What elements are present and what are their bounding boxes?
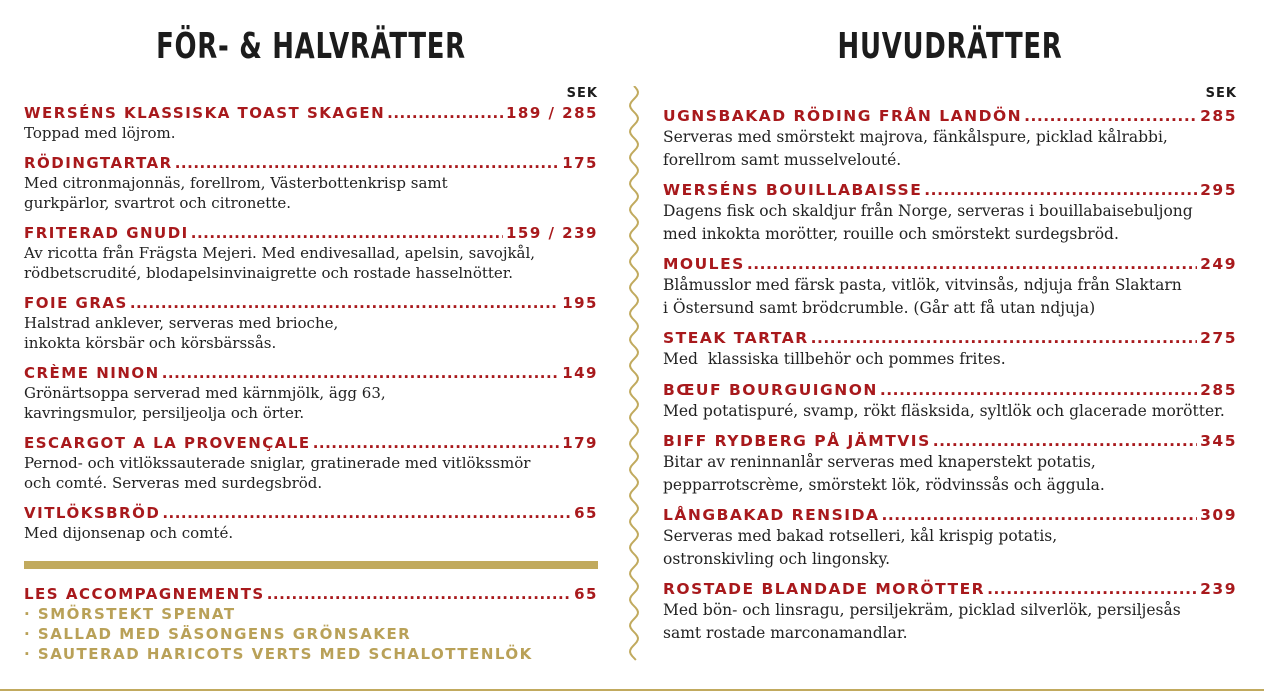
item-desc: Toppad med löjrom. (24, 124, 176, 142)
item-name: WERSÉNS BOUILLABAISSE (663, 181, 923, 199)
item-price: 345 (1200, 432, 1237, 450)
menu-item (663, 431, 1237, 496)
starters-heading: FÖR- & HALVRÄTTER (156, 26, 466, 67)
menu-item (24, 223, 598, 283)
item-name: BIFF RYDBERG PÅ JÄMTVIS (663, 432, 931, 450)
item-name: VITLÖKSBRÖD (24, 504, 161, 522)
item-price: 175 (562, 154, 598, 172)
item-price: 285 (1200, 107, 1237, 125)
item-desc: pepparrotscrème, smörstekt lök, rödvinssås och äggula. (663, 475, 1105, 494)
item-price: 249 (1200, 255, 1237, 273)
item-desc: Av ricotta från Frägsta Mejeri. Med endivesallad, apelsin, savojkål, (24, 244, 536, 262)
accompaniments-section (24, 584, 598, 664)
menu-item (663, 254, 1237, 319)
menu-item (24, 103, 598, 143)
currency-label: SEK (566, 86, 598, 101)
starters-list (24, 103, 598, 553)
item-desc: inkokta körsbär och körsbärssås. (24, 334, 277, 352)
item-desc: Halstrad anklever, serveras med brioche, (24, 314, 339, 332)
menu-item (24, 293, 598, 353)
item-price: 275 (1200, 329, 1237, 347)
item-price: 239 (1200, 580, 1237, 598)
menu-item (663, 579, 1237, 644)
item-price: 179 (562, 434, 598, 452)
item-desc: ostronskivling och lingonsky. (663, 549, 891, 568)
menu-item (663, 180, 1237, 245)
gold-divider (24, 561, 598, 569)
item-desc: gurkpärlor, svartrot och citronette. (24, 194, 291, 212)
bottom-rule (0, 689, 1264, 691)
item-desc: Blåmusslor med färsk pasta, vitlök, vitvinsås, ndjuja från Slaktarn (663, 276, 1182, 294)
item-price: 149 (562, 364, 598, 382)
item-name: BŒUF BOURGUIGNON (663, 380, 878, 399)
item-desc: Grönärtsoppa serverad med kärnmjölk, ägg 63, (24, 384, 386, 402)
item-name: LÅNGBAKAD RENSIDA (663, 506, 880, 524)
item-name: ROSTADE BLANDADE MORÖTTER (663, 580, 986, 598)
item-price: 159 / 239 (505, 224, 598, 242)
item-desc: Med potatispuré, svamp, rökt fläsksida, syltlök och glacerade morötter. (663, 401, 1225, 420)
accompaniment-item: · SMÖRSTEKT SPENAT (24, 605, 236, 623)
item-name: FOIE GRAS (24, 294, 128, 312)
item-desc: Med bön- och linsragu, persiljekräm, picklad silverlök, persiljesås (663, 601, 1181, 619)
item-desc: Bitar av reninnanlår serveras med knaperstekt potatis, (663, 453, 1096, 471)
menu-item (663, 328, 1237, 371)
menu-item (663, 505, 1237, 570)
menu-item (663, 380, 1237, 423)
menu-item (24, 363, 598, 423)
item-name: ESCARGOT A LA PROVENÇALE (24, 434, 311, 452)
item-desc: forellrom samt musselvelouté. (663, 150, 902, 169)
item-price: 189 / 285 (505, 104, 598, 122)
accompaniments-price: 65 (574, 585, 598, 603)
mains-heading: HUVUDRÄTTER (837, 26, 1063, 67)
accompaniments-title: LES ACCOMPAGNEMENTS (24, 585, 265, 603)
item-desc: och comté. Serveras med surdegsbröd. (24, 474, 323, 492)
menu-item (24, 503, 598, 543)
item-price: 295 (1200, 181, 1237, 199)
item-desc: samt rostade marconamandlar. (663, 623, 908, 642)
accompaniment-item: · SAUTERAD HARICOTS VERTS MED SCHALOTTENLÖK (24, 645, 533, 663)
item-name: STEAK TARTAR (663, 329, 809, 347)
item-desc: Serveras med smörstekt majrova, fänkålspure, picklad kålrabbi, (663, 128, 1168, 146)
item-desc: i Östersund samt brödcrumble. (Går att få utan ndjuja) (663, 298, 1096, 317)
currency-label: SEK (1205, 86, 1237, 101)
item-name: WERSÉNS KLASSISKA TOAST SKAGEN (24, 104, 386, 122)
item-desc: Serveras med bakad rotselleri, kål krispig potatis, (663, 527, 1058, 545)
item-name: RÖDINGTARTAR (24, 154, 173, 172)
mains-list (663, 106, 1237, 653)
item-price: 309 (1200, 506, 1237, 524)
item-desc: Med citronmajonnäs, forellrom, Västerbottenkrisp samt (24, 174, 448, 192)
item-name: MOULES (663, 255, 745, 273)
menu-item (663, 106, 1237, 171)
item-desc: Dagens fisk och skaldjur från Norge, serveras i bouillabaisebuljong (663, 202, 1193, 220)
wavy-divider (624, 86, 644, 661)
menu-item (24, 433, 598, 493)
item-desc: rödbetscrudité, blodapelsinvinaigrette och rostade hasselnötter. (24, 264, 514, 282)
item-desc: Med dijonsenap och comté. (24, 524, 234, 542)
item-desc: Pernod- och vitlökssauterade sniglar, gratinerade med vitlökssmör (24, 454, 531, 472)
item-name: CRÈME NINON (24, 364, 160, 382)
item-price: 285 (1200, 380, 1237, 399)
item-price: 65 (574, 504, 598, 522)
item-price: 195 (562, 294, 598, 312)
accompaniment-item: · SALLAD MED SÄSONGENS GRÖNSAKER (24, 625, 412, 643)
item-desc: kavringsmulor, persiljeolja och örter. (24, 404, 305, 422)
item-name: UGNSBAKAD RÖDING FRÅN LANDÖN (663, 107, 1023, 125)
item-name: FRITERAD GNUDI (24, 224, 189, 242)
item-desc: Med klassiska tillbehör och pommes frites. (663, 350, 1006, 368)
menu-item (24, 153, 598, 213)
item-desc: med inkokta morötter, rouille och smörstekt surdegsbröd. (663, 224, 1119, 243)
